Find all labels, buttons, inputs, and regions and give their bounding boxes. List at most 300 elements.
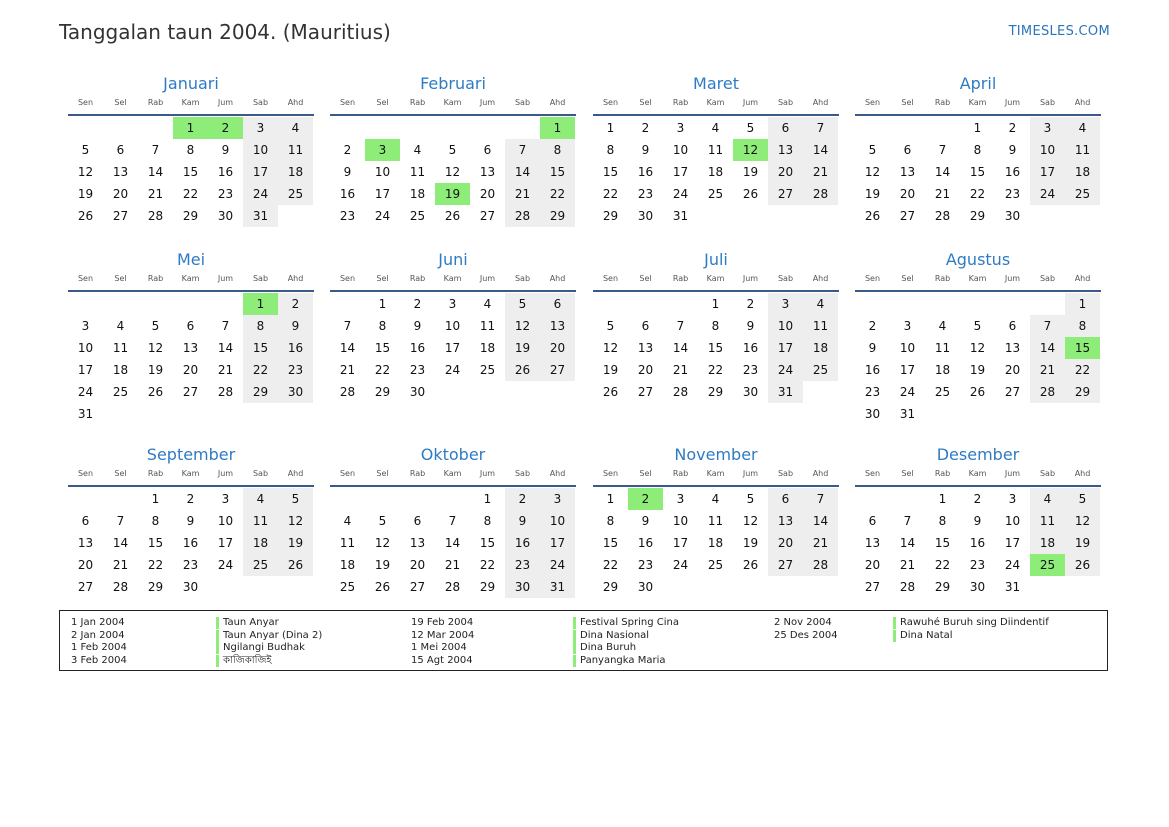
empty-cell xyxy=(103,293,138,315)
day-cell: 21 xyxy=(672,363,689,377)
day-cell: 20 xyxy=(77,558,94,572)
day-grid xyxy=(330,117,576,227)
day-cell: 27 xyxy=(409,580,426,594)
day-cell: 14 xyxy=(672,341,689,355)
day-cell: 14 xyxy=(803,139,838,161)
day-cell: 24 xyxy=(899,385,916,399)
day-cell: 9 xyxy=(641,514,650,528)
day-cell: 8 xyxy=(606,143,615,157)
day-cell: 17 xyxy=(243,161,278,183)
header-rule xyxy=(68,114,314,116)
day-cell: 15 xyxy=(602,165,619,179)
weekday-label: Jum xyxy=(479,98,496,107)
weekday-label: Sab xyxy=(777,469,794,478)
header-rule xyxy=(330,485,576,487)
day-cell: 12 xyxy=(444,165,461,179)
day-cell: 23 xyxy=(182,558,199,572)
weekday-label: Sen xyxy=(339,98,356,107)
day-cell: 3 xyxy=(1008,492,1017,506)
day-cell: 14 xyxy=(505,161,540,183)
day-cell: 4 xyxy=(938,319,947,333)
day-cell: 11 xyxy=(409,165,426,179)
day-cell: 3 xyxy=(448,297,457,311)
empty-cell xyxy=(995,293,1030,315)
weekday-label: Rab xyxy=(934,469,951,478)
weekday-label: Rab xyxy=(409,469,426,478)
day-cell: 16 xyxy=(278,337,313,359)
day-cell: 15 xyxy=(707,341,724,355)
day-cell: 25 xyxy=(1065,183,1100,205)
weekday-label: Sab xyxy=(252,274,269,283)
empty-cell xyxy=(208,293,243,315)
weekday-label: Ahd xyxy=(1074,98,1091,107)
day-cell: 6 xyxy=(116,143,125,157)
header-rule xyxy=(330,114,576,116)
day-cell: 4 xyxy=(711,121,720,135)
day-cell: 3 xyxy=(221,492,230,506)
weekday-label: Rab xyxy=(672,98,689,107)
day-cell: 5 xyxy=(746,492,755,506)
day-cell: 5 xyxy=(1065,488,1100,510)
day-cell: 24 xyxy=(444,363,461,377)
day-cell: 13 xyxy=(768,139,803,161)
day-cell: 21 xyxy=(803,532,838,554)
day-grid xyxy=(855,293,1101,425)
day-cell: 15 xyxy=(969,165,986,179)
weekday-label: Sen xyxy=(602,98,619,107)
weekday-header xyxy=(593,272,839,288)
day-cell: 31 xyxy=(1004,580,1021,594)
day-cell: 14 xyxy=(339,341,356,355)
weekday-label: Jum xyxy=(742,98,759,107)
empty-cell xyxy=(593,293,628,315)
day-grid xyxy=(330,488,576,598)
day-cell: 18 xyxy=(339,558,356,572)
day-cell: 13 xyxy=(768,510,803,532)
weekday-header xyxy=(593,467,839,483)
day-cell: 9 xyxy=(746,319,755,333)
day-cell: 18 xyxy=(112,363,129,377)
day-cell: 8 xyxy=(1065,315,1100,337)
day-cell: 4 xyxy=(1065,117,1100,139)
day-cell: 24 xyxy=(672,187,689,201)
day-cell: 23 xyxy=(339,209,356,223)
day-cell: 2 xyxy=(641,121,650,135)
day-cell: 24 xyxy=(77,385,94,399)
day-cell: 14 xyxy=(934,165,951,179)
month-name: Oktober xyxy=(420,445,486,464)
day-cell: 27 xyxy=(479,209,496,223)
day-cell: 11 xyxy=(339,536,356,550)
weekday-label: Sel xyxy=(376,98,389,107)
day-cell: 27 xyxy=(768,554,803,576)
day-cell: 8 xyxy=(151,514,160,528)
holiday-name: Taun Anyar xyxy=(216,617,279,629)
day-grid xyxy=(593,293,839,403)
day-cell: 11 xyxy=(1030,510,1065,532)
day-cell: 24 xyxy=(243,183,278,205)
day-cell: 25 xyxy=(479,363,496,377)
day-cell: 10 xyxy=(243,139,278,161)
weekday-label: Ahd xyxy=(287,274,304,283)
day-cell: 19 xyxy=(602,363,619,377)
day-cell: 2 xyxy=(973,492,982,506)
day-cell: 10 xyxy=(374,165,391,179)
day-cell: 1 xyxy=(1065,293,1100,315)
day-cell: 5 xyxy=(151,319,160,333)
weekday-header xyxy=(330,272,576,288)
holiday-name: Panyangka Maria xyxy=(573,655,665,667)
weekday-label: Sab xyxy=(777,98,794,107)
day-cell: 31 xyxy=(672,209,689,223)
empty-cell xyxy=(628,293,663,315)
day-cell: 26 xyxy=(77,209,94,223)
weekday-header xyxy=(855,272,1101,288)
empty-cell xyxy=(1030,293,1065,315)
day-cell: 29 xyxy=(479,580,496,594)
day-grid xyxy=(68,117,314,227)
day-cell: 9 xyxy=(868,341,877,355)
day-cell: 17 xyxy=(899,363,916,377)
day-cell: 7 xyxy=(903,514,912,528)
day-cell: 11 xyxy=(707,514,724,528)
empty-cell xyxy=(435,117,470,139)
day-cell: 11 xyxy=(479,319,496,333)
weekday-label: Rab xyxy=(934,98,951,107)
day-cell: 17 xyxy=(1004,536,1021,550)
day-cell: 23 xyxy=(864,385,881,399)
day-cell: 28 xyxy=(803,554,838,576)
day-cell: 16 xyxy=(969,536,986,550)
weekday-label: Sen xyxy=(339,469,356,478)
day-cell: 22 xyxy=(182,187,199,201)
day-cell: 4 xyxy=(711,492,720,506)
day-cell: 19 xyxy=(77,187,94,201)
day-cell: 12 xyxy=(77,165,94,179)
day-cell: 14 xyxy=(803,510,838,532)
holiday-date: 19 Feb 2004 xyxy=(411,617,474,628)
day-cell: 6 xyxy=(768,488,803,510)
day-cell: 3 xyxy=(1030,117,1065,139)
day-cell: 18 xyxy=(409,187,426,201)
month-januari xyxy=(68,74,314,227)
day-cell: 29 xyxy=(147,580,164,594)
day-cell: 27 xyxy=(899,209,916,223)
weekday-label: Sel xyxy=(639,98,652,107)
day-cell: 4 xyxy=(343,514,352,528)
day-cell: 30 xyxy=(637,209,654,223)
day-cell: 25 xyxy=(112,385,129,399)
day-cell: 11 xyxy=(803,315,838,337)
weekday-label: Sel xyxy=(376,274,389,283)
month-name: April xyxy=(959,74,997,93)
header-rule xyxy=(68,290,314,292)
day-cell: 10 xyxy=(217,514,234,528)
day-cell: 19 xyxy=(147,363,164,377)
day-cell: 25 xyxy=(243,554,278,576)
day-cell: 17 xyxy=(1030,161,1065,183)
weekday-label: Sen xyxy=(864,98,881,107)
day-cell: 16 xyxy=(1004,165,1021,179)
header-rule xyxy=(593,485,839,487)
day-cell: 17 xyxy=(374,187,391,201)
day-cell: 27 xyxy=(637,385,654,399)
day-cell: 11 xyxy=(1065,139,1100,161)
day-cell: 12 xyxy=(505,315,540,337)
day-cell: 29 xyxy=(540,205,575,227)
weekday-label: Kam xyxy=(968,98,987,107)
day-cell: 9 xyxy=(1008,143,1017,157)
weekday-label: Kam xyxy=(968,274,987,283)
holiday-date: 2 Jan 2004 xyxy=(71,629,125,641)
day-cell: 1 xyxy=(711,297,720,311)
day-cell: 15 xyxy=(934,536,951,550)
weekday-label: Jum xyxy=(1004,98,1021,107)
day-cell: 24 xyxy=(1004,558,1021,572)
weekday-label: Ahd xyxy=(812,98,829,107)
holiday-name: Dina Buruh xyxy=(573,642,636,654)
holiday-day-cell: 1 xyxy=(243,293,278,315)
weekday-label: Kam xyxy=(181,98,200,107)
day-cell: 25 xyxy=(409,209,426,223)
day-cell: 22 xyxy=(707,363,724,377)
day-cell: 19 xyxy=(278,532,313,554)
day-cell: 28 xyxy=(217,385,234,399)
site-link[interactable]: TIMESLES.COM xyxy=(1008,24,1110,39)
day-cell: 28 xyxy=(147,209,164,223)
day-cell: 1 xyxy=(606,121,615,135)
day-grid xyxy=(593,488,839,598)
day-cell: 6 xyxy=(413,514,422,528)
day-cell: 18 xyxy=(278,161,313,183)
day-cell: 22 xyxy=(934,558,951,572)
weekday-label: Kam xyxy=(443,98,462,107)
day-cell: 27 xyxy=(77,580,94,594)
holiday-day-cell: 2 xyxy=(628,488,663,510)
day-cell: 20 xyxy=(182,363,199,377)
day-cell: 7 xyxy=(448,514,457,528)
day-cell: 17 xyxy=(77,363,94,377)
day-cell: 28 xyxy=(444,580,461,594)
page-title: Tanggalan taun 2004. (Mauritius) xyxy=(59,20,391,44)
day-cell: 1 xyxy=(378,297,387,311)
day-cell: 29 xyxy=(182,209,199,223)
day-cell: 4 xyxy=(116,319,125,333)
day-cell: 27 xyxy=(864,580,881,594)
holiday-day-cell: 3 xyxy=(365,139,400,161)
day-cell: 3 xyxy=(676,492,685,506)
day-cell: 19 xyxy=(505,337,540,359)
day-cell: 8 xyxy=(378,319,387,333)
day-cell: 8 xyxy=(973,143,982,157)
weekday-label: Ahd xyxy=(549,469,566,478)
day-cell: 19 xyxy=(969,363,986,377)
day-cell: 22 xyxy=(1065,359,1100,381)
empty-cell xyxy=(365,117,400,139)
weekday-label: Kam xyxy=(443,274,462,283)
day-cell: 26 xyxy=(444,209,461,223)
empty-cell xyxy=(330,488,365,510)
day-cell: 12 xyxy=(278,510,313,532)
day-cell: 6 xyxy=(81,514,90,528)
day-cell: 9 xyxy=(505,510,540,532)
weekday-label: Kam xyxy=(968,469,987,478)
day-cell: 14 xyxy=(1030,337,1065,359)
day-cell: 19 xyxy=(374,558,391,572)
day-cell: 5 xyxy=(378,514,387,528)
weekday-header xyxy=(68,467,314,483)
holiday-date: 2 Nov 2004 xyxy=(774,617,832,628)
empty-cell xyxy=(173,293,208,315)
weekday-label: Rab xyxy=(934,274,951,283)
empty-cell xyxy=(68,488,103,510)
day-cell: 2 xyxy=(278,293,313,315)
day-cell: 30 xyxy=(1004,209,1021,223)
day-cell: 5 xyxy=(81,143,90,157)
day-cell: 28 xyxy=(899,580,916,594)
day-grid xyxy=(68,293,314,425)
holiday-date: 25 Des 2004 xyxy=(774,629,838,641)
day-cell: 13 xyxy=(1004,341,1021,355)
day-cell: 10 xyxy=(540,510,575,532)
month-maret xyxy=(593,74,839,227)
day-cell: 17 xyxy=(672,536,689,550)
day-cell: 20 xyxy=(768,532,803,554)
weekday-label: Sab xyxy=(1039,98,1056,107)
day-cell: 11 xyxy=(707,143,724,157)
day-cell: 10 xyxy=(1004,514,1021,528)
day-cell: 26 xyxy=(374,580,391,594)
day-cell: 12 xyxy=(1065,510,1100,532)
day-cell: 7 xyxy=(151,143,160,157)
day-cell: 12 xyxy=(374,536,391,550)
empty-cell xyxy=(68,293,103,315)
day-cell: 22 xyxy=(479,558,496,572)
day-cell: 18 xyxy=(479,341,496,355)
month-name: Januari xyxy=(163,74,219,93)
day-cell: 4 xyxy=(278,117,313,139)
day-cell: 6 xyxy=(903,143,912,157)
weekday-header xyxy=(68,272,314,288)
day-cell: 2 xyxy=(343,143,352,157)
day-cell: 7 xyxy=(676,319,685,333)
weekday-label: Kam xyxy=(181,469,200,478)
weekday-label: Ahd xyxy=(1074,274,1091,283)
weekday-label: Sen xyxy=(77,98,94,107)
weekday-label: Rab xyxy=(672,469,689,478)
day-cell: 11 xyxy=(934,341,951,355)
day-cell: 22 xyxy=(243,359,278,381)
weekday-label: Jum xyxy=(742,469,759,478)
day-cell: 28 xyxy=(803,183,838,205)
weekday-label: Kam xyxy=(181,274,200,283)
day-cell: 8 xyxy=(540,139,575,161)
day-cell: 26 xyxy=(742,187,759,201)
day-cell: 27 xyxy=(1004,385,1021,399)
holiday-name: Rawuhé Buruh sing Diindentif xyxy=(893,617,1049,629)
weekday-label: Jum xyxy=(742,274,759,283)
day-cell: 25 xyxy=(707,187,724,201)
month-name: Mei xyxy=(176,250,206,269)
month-februari xyxy=(330,74,576,227)
day-cell: 23 xyxy=(505,554,540,576)
day-cell: 3 xyxy=(540,488,575,510)
header-rule xyxy=(593,290,839,292)
empty-cell xyxy=(103,488,138,510)
day-cell: 29 xyxy=(243,381,278,403)
month-september xyxy=(68,445,314,598)
holiday-name: কাজিকাজিই xyxy=(216,655,272,667)
day-cell: 20 xyxy=(864,558,881,572)
day-cell: 29 xyxy=(934,580,951,594)
day-cell: 4 xyxy=(803,293,838,315)
day-cell: 26 xyxy=(742,558,759,572)
day-cell: 30 xyxy=(409,385,426,399)
day-cell: 30 xyxy=(637,580,654,594)
day-cell: 5 xyxy=(448,143,457,157)
empty-cell xyxy=(890,117,925,139)
day-cell: 9 xyxy=(186,514,195,528)
day-cell: 30 xyxy=(505,576,540,598)
day-cell: 14 xyxy=(112,536,129,550)
day-cell: 3 xyxy=(768,293,803,315)
day-cell: 16 xyxy=(409,341,426,355)
day-cell: 4 xyxy=(1030,488,1065,510)
day-cell: 14 xyxy=(217,341,234,355)
weekday-header xyxy=(68,96,314,112)
day-cell: 1 xyxy=(973,121,982,135)
day-cell: 20 xyxy=(768,161,803,183)
weekday-label: Sab xyxy=(777,274,794,283)
weekday-label: Sen xyxy=(77,274,94,283)
day-cell: 9 xyxy=(973,514,982,528)
month-name: November xyxy=(674,445,758,464)
day-cell: 21 xyxy=(505,183,540,205)
day-cell: 2 xyxy=(186,492,195,506)
weekday-header xyxy=(593,96,839,112)
day-cell: 28 xyxy=(1030,381,1065,403)
day-cell: 22 xyxy=(540,183,575,205)
day-cell: 31 xyxy=(77,407,94,421)
holiday-name: Festival Spring Cina xyxy=(573,617,679,629)
day-cell: 20 xyxy=(112,187,129,201)
day-grid xyxy=(855,488,1101,598)
day-cell: 27 xyxy=(182,385,199,399)
day-cell: 22 xyxy=(374,363,391,377)
header-rule xyxy=(68,485,314,487)
day-cell: 10 xyxy=(444,319,461,333)
holiday-date: 1 Feb 2004 xyxy=(71,642,127,654)
day-cell: 4 xyxy=(483,297,492,311)
holiday-day-cell: 25 xyxy=(1030,554,1065,576)
weekday-label: Sel xyxy=(901,274,914,283)
weekday-label: Ahd xyxy=(287,469,304,478)
day-cell: 23 xyxy=(217,187,234,201)
empty-cell xyxy=(330,117,365,139)
day-cell: 13 xyxy=(899,165,916,179)
day-cell: 23 xyxy=(1004,187,1021,201)
weekday-label: Sen xyxy=(864,274,881,283)
day-cell: 27 xyxy=(112,209,129,223)
weekday-header xyxy=(855,96,1101,112)
weekday-label: Jum xyxy=(1004,469,1021,478)
day-cell: 16 xyxy=(637,165,654,179)
weekday-label: Sen xyxy=(77,469,94,478)
weekday-label: Sab xyxy=(1039,469,1056,478)
weekday-label: Rab xyxy=(409,274,426,283)
day-cell: 17 xyxy=(444,341,461,355)
day-cell: 18 xyxy=(934,363,951,377)
